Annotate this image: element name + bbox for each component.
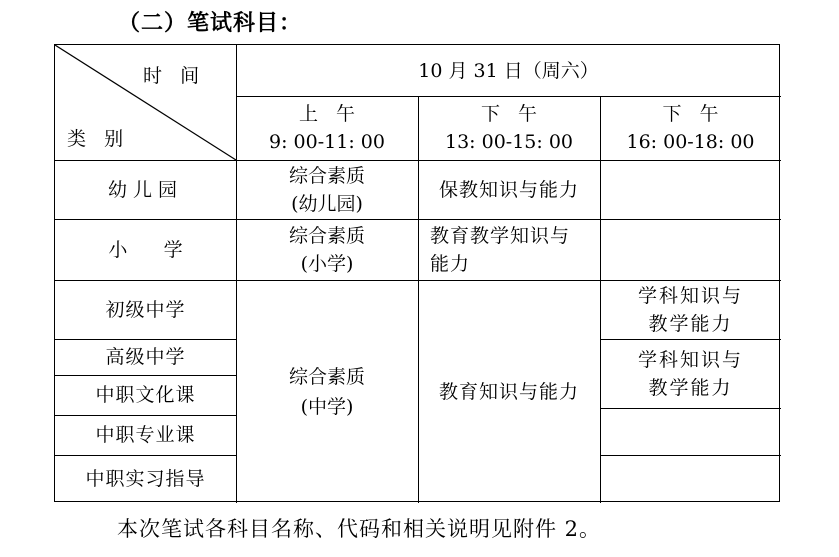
category-label: 幼儿园 <box>107 178 183 201</box>
category-label: 中职专业课 <box>95 424 196 446</box>
subject-line: 综合素质 <box>288 164 365 187</box>
session-header-afternoon-2 <box>600 96 781 160</box>
primary-morning-subject <box>236 219 418 280</box>
date-header-text: 10 月 31 日（周六） <box>418 59 599 82</box>
middle-afternoon-subject <box>418 280 600 503</box>
session-time: 9: 00-11: 00 <box>269 131 385 153</box>
category-label: 中职文化课 <box>95 384 196 406</box>
subject-line: 综合素质 <box>288 365 365 388</box>
session-name: 下 午 <box>662 103 719 125</box>
subject-line: (幼儿园) <box>291 192 363 215</box>
subject-line: 学科知识与 <box>637 348 743 371</box>
time-header-label: 时 间 <box>143 65 200 87</box>
category-kindergarten <box>55 160 236 219</box>
session-header-afternoon-1 <box>418 96 600 160</box>
middle-morning-subject <box>236 280 418 503</box>
category-primary <box>55 219 236 280</box>
session-name: 上 午 <box>298 103 356 125</box>
subject-line: 教育知识与能力 <box>438 380 579 403</box>
kindergarten-afternoon-subject <box>418 160 600 219</box>
category-header-label: 类 别 <box>67 128 124 150</box>
date-header <box>236 45 781 96</box>
session-time: 13: 00-15: 00 <box>444 131 573 153</box>
category-vocational-culture <box>55 375 236 415</box>
category-label: 中职实习指导 <box>85 468 206 490</box>
grid-line <box>600 455 781 456</box>
category-vocational-professional <box>55 415 236 455</box>
category-senior-middle <box>55 339 236 375</box>
primary-afternoon-subject <box>418 219 600 280</box>
subject-line: 保教知识与能力 <box>438 178 579 201</box>
junior-late-afternoon-subject <box>600 280 781 339</box>
session-time: 16: 00-18: 00 <box>626 131 755 153</box>
subject-line: 教学能力 <box>648 312 733 335</box>
kindergarten-morning-subject <box>236 160 418 219</box>
subject-line: 能力 <box>430 252 471 275</box>
subject-line: (小学) <box>300 252 354 275</box>
category-label: 初级中学 <box>105 298 186 321</box>
senior-late-afternoon-subject <box>600 339 781 408</box>
section-heading: （二）笔试科目： <box>118 11 303 36</box>
exam-schedule-table <box>54 44 780 502</box>
session-header-morning <box>236 96 418 160</box>
footer-note: 本次笔试各科目名称、代码和相关说明见附件 2。 <box>117 517 602 541</box>
grid-line <box>600 408 781 409</box>
category-label: 小 学 <box>108 238 183 261</box>
subject-line: (中学) <box>300 395 354 418</box>
subject-line: 学科知识与 <box>637 284 743 307</box>
subject-line: 教学能力 <box>648 376 733 399</box>
subject-line: 综合素质 <box>288 224 365 247</box>
category-junior-middle <box>55 280 236 339</box>
subject-line: 教育教学知识与 <box>430 224 571 247</box>
category-label: 高级中学 <box>105 346 186 368</box>
category-vocational-internship <box>55 455 236 503</box>
session-name: 下 午 <box>480 103 538 125</box>
